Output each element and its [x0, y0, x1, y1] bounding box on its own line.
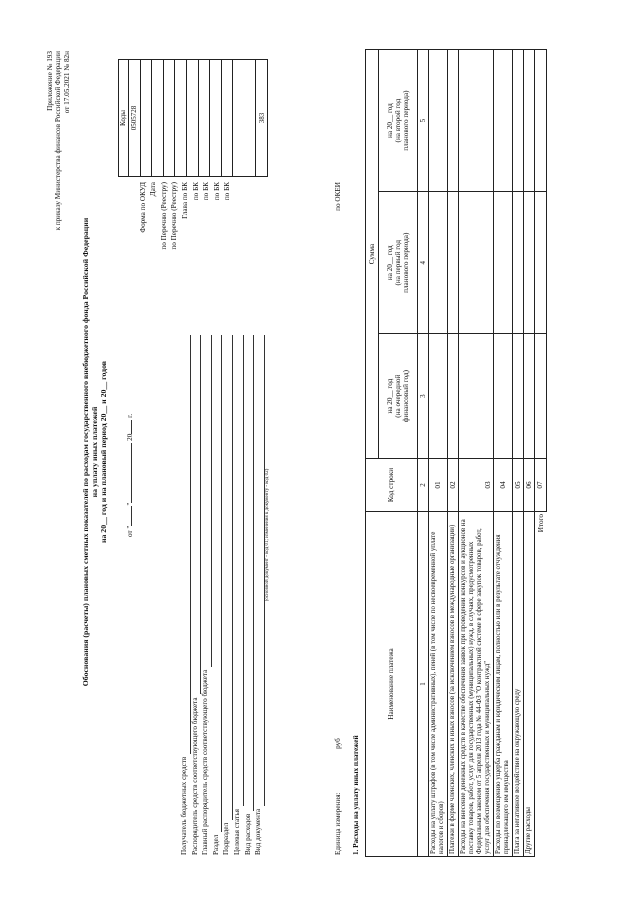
appendix-number: Приложение № 193: [46, 51, 54, 111]
header-line-code: Код строки: [366, 459, 418, 512]
label-head-bk: Глава по БК: [180, 182, 189, 219]
date-line: от "" 20 г.: [126, 413, 134, 537]
field-chief-manager: Главный распорядитель средств соответствующего бюджета: [201, 335, 212, 855]
row-code: 02: [447, 459, 458, 512]
total-code: 07: [535, 459, 546, 512]
header-sum: Сумма: [366, 50, 379, 459]
total-row: [535, 50, 546, 857]
code-bk-4: [221, 60, 233, 177]
row-name: Другие расходы: [524, 512, 535, 857]
field-section: Раздел: [212, 335, 223, 855]
cell-year-3: [493, 50, 512, 192]
table-row: [459, 50, 494, 857]
cell-year-3: [429, 50, 448, 192]
table-row: [512, 50, 523, 857]
cell-year-2: [512, 192, 523, 334]
form-labels: [128, 182, 234, 307]
fields-block: [180, 335, 273, 855]
cell-year-3: [447, 50, 458, 192]
code-okud: 0505728: [129, 60, 141, 177]
row-code: 04: [493, 459, 512, 512]
table-row: [524, 50, 535, 857]
codes-box: [118, 59, 268, 177]
code-bk-1: [186, 60, 198, 177]
total-year-2: [535, 192, 546, 334]
row-name: Расходы на уплату штрафов (в том числе административных), пеней (в том числе по несвоевременной уплате налогов и сборов): [429, 512, 448, 857]
row-code: 03: [459, 459, 494, 512]
code-registry-1: [152, 60, 164, 177]
cell-year-2: [459, 192, 494, 334]
header-payment-name: Наименование платежа: [366, 512, 418, 857]
cell-year-2: [493, 192, 512, 334]
appendix-date: от 17.05.2021 № 82н: [62, 51, 71, 114]
field-expense-type: Вид расходов: [244, 335, 255, 855]
row-name: Платежи в форме членских, членских и иных взносов (за исключением взносов в международные организации): [447, 512, 458, 857]
document-title: [82, 57, 109, 847]
unit-value: руб: [334, 738, 342, 749]
header-year-2: на 20__ год (на первый год планового периода): [379, 192, 418, 334]
title-line-1: Обоснования (расчеты) плановых сметных показателей по расходам государственного внебюджетного фонда Российской Федерации: [81, 217, 90, 687]
row-code: 05: [512, 459, 523, 512]
code-blank: [233, 60, 256, 177]
column-number-5: 5: [418, 50, 429, 192]
cell-year-1: [429, 334, 448, 459]
appendix-block: [46, 51, 71, 411]
column-number-4: 4: [418, 192, 429, 334]
cell-year-1: [493, 334, 512, 459]
row-code: 01: [429, 459, 448, 512]
label-bk-2: по БК: [202, 182, 211, 201]
field-document-type: Вид документа: [254, 335, 265, 855]
row-code: 06: [524, 459, 535, 512]
label-registry-1: по Перечню (Реестру): [159, 182, 168, 250]
column-number-2: 2: [418, 459, 429, 512]
document-type-note: (основной документ - код 01; изменения к документу - код 02): [264, 468, 270, 602]
label-bk-3: по БК: [212, 182, 221, 201]
cell-year-2: [429, 192, 448, 334]
label-registry-2: по Перечню (Реестру): [170, 182, 179, 250]
table-row: [493, 50, 512, 857]
field-manager: Распорядитель средств соответствующего бюджета: [191, 335, 202, 855]
field-recipient: Получатель бюджетных средств: [180, 335, 191, 855]
appendix-order: к приказу Министерства финансов Российской Федерации: [54, 51, 63, 231]
codes-header: Коды: [119, 60, 129, 177]
cell-year-2: [447, 192, 458, 334]
field-subsection: Подраздел: [222, 335, 233, 855]
code-registry-2: [163, 60, 175, 177]
header-year-3: на 20__ год (на второй год планового периода): [379, 50, 418, 192]
code-bk-3: [210, 60, 222, 177]
total-label: Итого: [535, 512, 546, 857]
cell-year-3: [524, 50, 535, 192]
row-name: Расходы на внесение денежных средств в качестве обеспечения заявок при проведении конкурсов и аукционов на поставку товаров, работ, услуг для государственных (муниципальных) нужд, в случаях, предусмотренных Федеральным законом от 5 апреля 2013 года № 44-ФЗ "О контрактной системе в сфере закупок товаров, работ, услуг для обеспечения государственных и муниципальных нужд": [459, 512, 494, 857]
cell-year-3: [512, 50, 523, 192]
cell-year-1: [524, 334, 535, 459]
unit-label: Единица измерения:: [334, 792, 342, 855]
unit-line: [334, 595, 342, 855]
row-name: Плата за негативное воздействие на окружающую среду: [512, 512, 523, 857]
section-title: 1. Расходы на уплату иных платежей: [352, 735, 360, 855]
column-number-3: 3: [418, 334, 429, 459]
total-year-1: [535, 334, 546, 459]
code-okei: 383: [256, 60, 268, 177]
label-bk-1: по БК: [191, 182, 200, 201]
cell-year-3: [459, 50, 494, 192]
label-date: Дата: [149, 182, 158, 197]
code-head-bk: [175, 60, 187, 177]
cell-year-1: [447, 334, 458, 459]
payments-table: [365, 49, 547, 857]
okei-label: по ОКЕИ: [334, 182, 342, 211]
total-year-3: [535, 50, 546, 192]
cell-year-1: [459, 334, 494, 459]
cell-year-2: [524, 192, 535, 334]
row-name: Расходы по возмещению ущерба гражданам и юридическим лицам, полностью или в результате отчуждения принадлежащего им имущества: [493, 512, 512, 857]
table-row: [447, 50, 458, 857]
label-okud: Форма по ОКУД: [138, 182, 147, 233]
column-number-1: 1: [418, 512, 429, 857]
document-page: [40, 37, 600, 867]
title-line-2: на уплату иных платежей: [89, 406, 99, 498]
label-bk-4: по БК: [223, 182, 232, 201]
header-year-1: на 20__ год (на очередной финансовый год): [379, 334, 418, 459]
code-date: [140, 60, 152, 177]
cell-year-1: [512, 334, 523, 459]
code-bk-2: [198, 60, 210, 177]
field-target-article: Целевая статья: [233, 335, 244, 855]
table-row: [429, 50, 448, 857]
title-line-3: на 20__ год и на плановый период 20__ и 20__ годов: [98, 360, 108, 544]
